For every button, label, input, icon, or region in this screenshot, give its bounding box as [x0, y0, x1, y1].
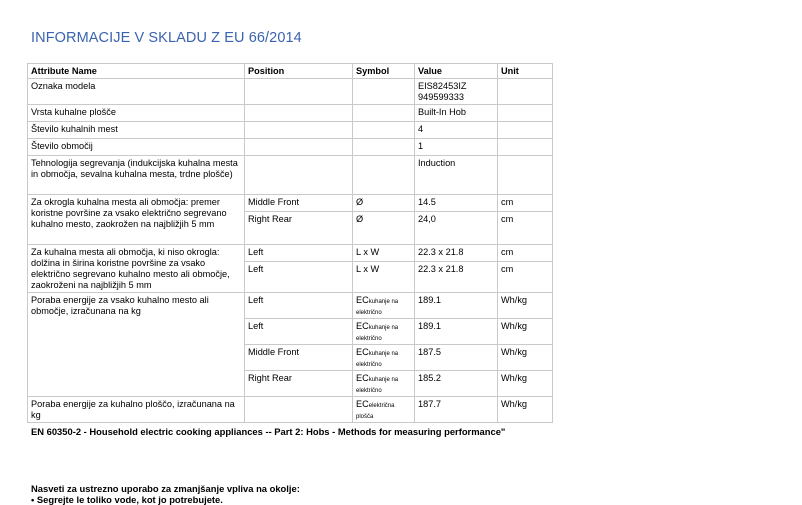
position-cell: Left — [245, 245, 353, 262]
unit-cell: Wh/kg — [498, 397, 553, 423]
value-cell: 189.1 — [415, 319, 498, 345]
symbol-cell: ECkuhanje na električno — [353, 345, 415, 371]
attr-technology: Tehnologija segrevanja (indukcijska kuhalna mesta in območja, sevalna kuhalna mesta, trdne plošče) — [28, 156, 245, 195]
value-cell: 22.3 x 21.8 — [415, 245, 498, 262]
table-row — [28, 397, 553, 423]
table-header-row — [28, 64, 553, 79]
header-value: Value — [415, 64, 498, 79]
header-symbol: Symbol — [353, 64, 415, 79]
position-cell: Left — [245, 293, 353, 319]
header-position: Position — [245, 64, 353, 79]
symbol-cell: L x W — [353, 245, 415, 262]
spec-table — [27, 63, 553, 423]
attr-energy-hob: Poraba energije za kuhalno ploščo, izračunana na kg — [28, 397, 245, 423]
attr-circular-zones: Za okrogla kuhalna mesta ali območja: premer koristne površine za vsako električno segrevano kuhalno mesto, zaokrožen na najbližjih 5 mm — [28, 195, 245, 245]
value-cell: 14.5 — [415, 195, 498, 212]
page-title: INFORMACIJE V SKLADU Z EU 66/2014 — [31, 30, 302, 46]
symbol-cell: Ø — [353, 212, 415, 245]
attr-zones-count: Število kuhalnih mest — [28, 122, 245, 139]
position-cell: Middle Front — [245, 195, 353, 212]
table-row — [28, 293, 553, 319]
position-cell: Right Rear — [245, 371, 353, 397]
attr-hob-type: Vrsta kuhalne plošče — [28, 105, 245, 122]
attr-energy-zone: Poraba energije za vsako kuhalno mesto ali območje, izračunana na kg — [28, 293, 245, 397]
value-areas-count: 1 — [415, 139, 498, 156]
unit-cell: Wh/kg — [498, 371, 553, 397]
unit-cell: cm — [498, 195, 553, 212]
table-row — [28, 139, 553, 156]
advice-heading: Nasveti za ustrezno uporabo za zmanjšanje vpliva na okolje: — [31, 483, 300, 494]
value-hob-type: Built-In Hob — [415, 105, 498, 122]
measurement-standard: EN 60350-2 - Household electric cooking appliances -- Part 2: Hobs - Methods for measuring performance" — [31, 426, 506, 437]
unit-cell: Wh/kg — [498, 319, 553, 345]
unit-cell: cm — [498, 245, 553, 262]
symbol-cell: ECelektrična plošča — [353, 397, 415, 423]
value-model — [415, 79, 498, 105]
attr-noncircular-zones: Za kuhalna mesta ali območja, ki niso okrogla: dolžina in širina koristne površine za vsako električno segrevano kuhalno mesto ali območje, zaokroženi na najbližjih 5 mm — [28, 245, 245, 293]
header-attribute: Attribute Name — [28, 64, 245, 79]
symbol-cell: L x W — [353, 262, 415, 293]
symbol-cell: ECkuhanje na električno — [353, 319, 415, 345]
value-cell: 187.5 — [415, 345, 498, 371]
unit-cell: Wh/kg — [498, 293, 553, 319]
symbol-cell: Ø — [353, 195, 415, 212]
symbol-cell: ECkuhanje na električno — [353, 371, 415, 397]
table-row — [28, 79, 553, 105]
unit-cell: Wh/kg — [498, 345, 553, 371]
table-row — [28, 105, 553, 122]
table-row — [28, 122, 553, 139]
position-cell: Left — [245, 262, 353, 293]
value-cell: 185.2 — [415, 371, 498, 397]
value-cell: 187.7 — [415, 397, 498, 423]
attr-areas-count: Število območij — [28, 139, 245, 156]
symbol-cell: ECkuhanje na električno — [353, 293, 415, 319]
position-cell: Left — [245, 319, 353, 345]
attr-model: Oznaka modela — [28, 79, 245, 105]
model-number: EIS82453IZ — [418, 81, 467, 91]
value-technology: Induction — [415, 156, 498, 195]
position-cell: Right Rear — [245, 212, 353, 245]
unit-cell: cm — [498, 262, 553, 293]
product-number: 949599333 — [418, 92, 464, 102]
position-cell: Middle Front — [245, 345, 353, 371]
table-row — [28, 195, 553, 212]
header-unit: Unit — [498, 64, 553, 79]
value-zones-count: 4 — [415, 122, 498, 139]
advice-bullet: • Segrejte le toliko vode, kot jo potrebujete. — [31, 494, 223, 505]
value-cell: 189.1 — [415, 293, 498, 319]
unit-cell: cm — [498, 212, 553, 245]
value-cell: 24,0 — [415, 212, 498, 245]
value-cell: 22.3 x 21.8 — [415, 262, 498, 293]
table-row — [28, 245, 553, 262]
table-row — [28, 156, 553, 195]
